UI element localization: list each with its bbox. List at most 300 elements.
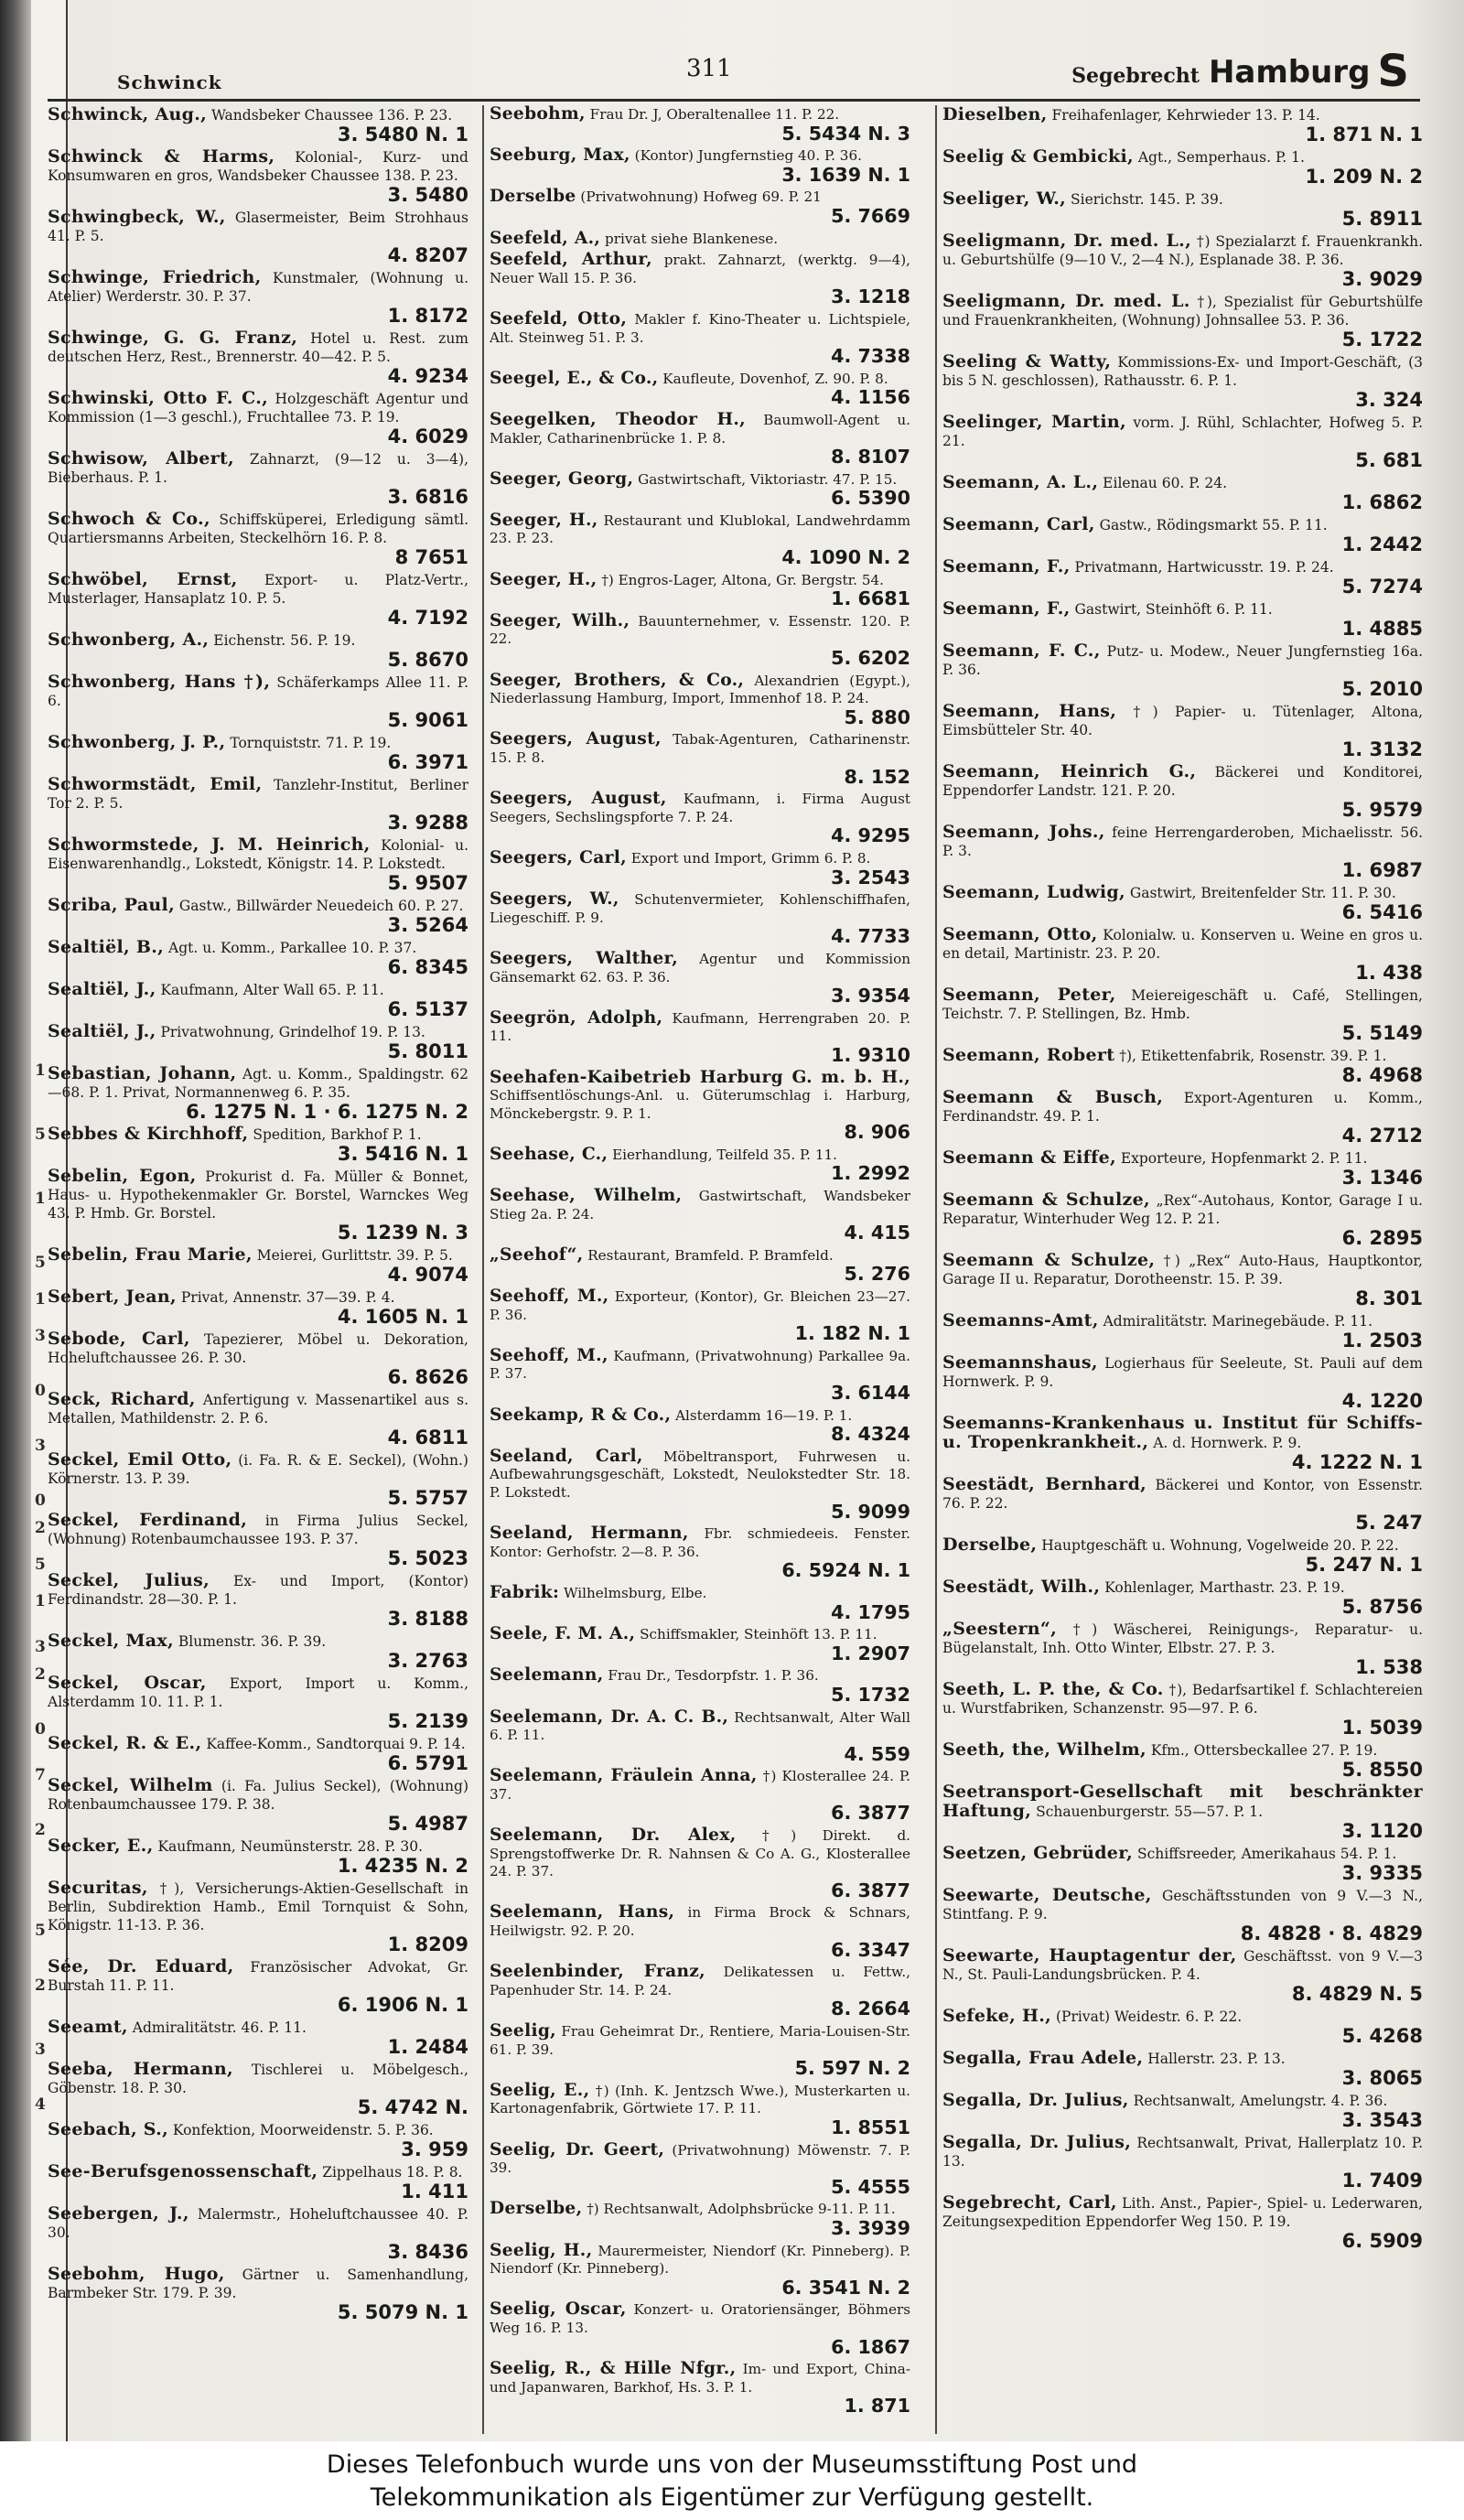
entry-name: Schwonberg, Hans †), xyxy=(48,672,271,692)
directory-entry xyxy=(48,105,468,147)
entry-name: Seefeld, A., xyxy=(490,227,601,248)
phone-number: 4. 7338 xyxy=(831,345,910,368)
entry-name: Seckel, Max, xyxy=(48,1631,174,1651)
entry-name: Seeland, Carl, xyxy=(490,1445,643,1466)
entry-name: Sealtiël, J., xyxy=(48,1021,156,1041)
entry-name: Seelemann, Fräulein Anna, xyxy=(490,1765,758,1786)
entry-name: Schwingbeck, W., xyxy=(48,207,226,227)
directory-entry xyxy=(490,846,910,890)
directory-column-1 xyxy=(48,105,468,2434)
header-city: Hamburg xyxy=(1208,54,1371,91)
phone-number: 1. 3132 xyxy=(1341,738,1423,760)
directory-entry xyxy=(490,307,910,370)
entry-name: Secker, E., xyxy=(48,1836,154,1856)
phone-number: 5. 9099 xyxy=(831,1500,910,1523)
directory-entry xyxy=(942,2133,1423,2193)
entry-name: Seelig, R., & Hille Nfgr., xyxy=(490,2358,737,2379)
margin-char: 3 xyxy=(35,1638,46,1656)
phone-number: 4. 1605 N. 1 xyxy=(337,1306,468,1328)
phone-number: 8. 152 xyxy=(844,765,910,788)
phone-number: 4. 1220 xyxy=(1341,1390,1423,1412)
entry-name: Seemann, Carl, xyxy=(942,514,1095,534)
phone-number: 6. 3971 xyxy=(387,751,468,773)
entry-name: Seemann, Hans, xyxy=(942,701,1117,721)
entry-text: Tabak-Agenturen, Catharinenstr. 15. P. 8. xyxy=(490,731,910,766)
phone-number: 6. 5909 xyxy=(1341,2230,1423,2252)
entry-text: Malermstr., Hoheluftchaussee 40. P. 30. xyxy=(48,2206,468,2241)
entry-name: Seewarte, Hauptagentur der, xyxy=(942,1945,1237,1965)
directory-entry xyxy=(48,2204,468,2265)
directory-entry xyxy=(48,389,468,449)
phone-number: 5. 8756 xyxy=(1341,1596,1423,1618)
phone-number: 4. 1222 N. 1 xyxy=(1291,1451,1423,1473)
phone-number: 5. 4268 xyxy=(1341,2025,1423,2047)
phone-number: 4. 559 xyxy=(844,1742,910,1765)
phone-number: 5. 5757 xyxy=(387,1487,468,1509)
entry-name: Seemann, Peter, xyxy=(942,985,1116,1005)
entry-text: prakt. Zahnarzt, (werktg. 9—4), Neuer Wall 15. P. 36. xyxy=(490,252,910,286)
entry-name: Seeland, Hermann, xyxy=(490,1523,689,1544)
entry-text: Holzgeschäft Agentur und Kommission (1—3 geschl.), Fruchtallee 73. P. 19. xyxy=(48,391,468,425)
entry-text: A. d. Hornwerk. P. 9. xyxy=(1153,1435,1302,1451)
entry-name: Seegel, E., & Co., xyxy=(490,367,659,388)
entry-name: Seestädt, Bernhard, xyxy=(942,1474,1147,1494)
entry-name: Seeger, H., xyxy=(490,509,598,530)
entry-name: Sebelin, Frau Marie, xyxy=(48,1244,253,1265)
entry-name: Schwinge, G. G. Franz, xyxy=(48,328,298,348)
entry-name: See-Berufsgenossenschaft, xyxy=(48,2161,318,2181)
entry-name: Seelig, Dr. Geert, xyxy=(490,2138,665,2159)
entry-name: Sebode, Carl, xyxy=(48,1329,190,1349)
entry-text: Agentur und Kommission Gänsemarkt 62. 63. P. 36. xyxy=(490,950,910,985)
phone-number: 1. 8551 xyxy=(831,2116,910,2138)
entry-text: Geschäftsst. von 9 V.—3 N., St. Pauli-Landungsbrücken. P. 4. xyxy=(942,1948,1423,1983)
margin-char: 3 xyxy=(35,1327,46,1345)
entry-text: Blumenstr. 36. P. 39. xyxy=(178,1633,327,1650)
directory-entry xyxy=(942,925,1423,985)
entry-name: Schwinge, Friedrich, xyxy=(48,267,262,287)
entry-text: Hallerstr. 23. P. 13. xyxy=(1147,2051,1286,2067)
entry-name: Seelemann, Dr. Alex, xyxy=(490,1825,737,1846)
margin-char: 0 xyxy=(35,1720,46,1739)
directory-entry xyxy=(942,762,1423,823)
phone-number: 8. 4828 · 8. 4829 xyxy=(1240,1922,1423,1944)
entry-text: Konfektion, Moorweidenstr. 5. P. 36. xyxy=(172,2122,434,2138)
directory-entry xyxy=(942,2091,1423,2133)
directory-entry xyxy=(942,1148,1423,1190)
directory-entry xyxy=(48,1245,468,1287)
directory-entry xyxy=(490,1344,910,1406)
entry-name: „Seehof“, xyxy=(490,1244,584,1265)
entry-name: Seemann, F. C., xyxy=(942,641,1101,661)
entry-text: Zippelhaus 18. P. 8. xyxy=(322,2164,463,2181)
phone-number: 4. 9234 xyxy=(387,365,468,387)
entry-text: Kaufmann, i. Firma August Seegers, Sechslingspforte 7. P. 24. xyxy=(490,791,910,825)
phone-number: 1. 538 xyxy=(1355,1656,1423,1678)
page-header xyxy=(92,46,1409,97)
directory-entry xyxy=(490,1625,910,1666)
entry-text: Logierhaus für Seeleute, St. Pauli auf dem Hornwerk. P. 9. xyxy=(942,1355,1423,1390)
directory-entry xyxy=(48,2265,468,2325)
entry-name: Seeamt, xyxy=(48,2017,128,2037)
directory-entry xyxy=(490,669,910,731)
phone-number: 5. 5434 N. 3 xyxy=(781,122,910,145)
entry-text: Kaufmann, Herrengraben 20. P. 11. xyxy=(490,1009,910,1045)
entry-text: Frau Dr., Tesdorpfstr. 1. P. 36. xyxy=(608,1667,819,1685)
entry-name: Seeger, H., xyxy=(490,568,597,589)
entry-text: in Firma Brock & Schnars, Heilwigstr. 92. P. 20. xyxy=(490,1904,910,1940)
directory-entry xyxy=(942,1535,1423,1578)
phone-number: 3. 9354 xyxy=(831,985,910,1007)
entry-name: Seckel, Ferdinand, xyxy=(48,1510,248,1530)
entry-name: Segalla, Frau Adele, xyxy=(942,2048,1144,2068)
directory-entry xyxy=(942,1190,1423,1251)
entry-text: feine Herrengarderoben, Michaelisstr. 56. P. 3. xyxy=(942,824,1423,859)
directory-entry xyxy=(490,1406,910,1448)
entry-name: Seemann & Busch, xyxy=(942,1087,1164,1107)
phone-number: 5. 8670 xyxy=(387,649,468,671)
phone-number: 6. 3541 N. 2 xyxy=(781,2276,910,2299)
directory-entry xyxy=(942,985,1423,1046)
phone-number: 5. 8911 xyxy=(1341,208,1423,230)
margin-char: 2 xyxy=(35,1976,46,1995)
directory-entry xyxy=(942,1886,1423,1946)
directory-entry xyxy=(490,2300,910,2360)
entry-text: Gastwirt, Steinhöft 6. P. 11. xyxy=(1074,601,1273,618)
entry-text: Bäckerei und Konditorei, Eppendorfer Landstr. 121. P. 20. xyxy=(942,764,1423,799)
directory-entry xyxy=(48,1390,468,1450)
entry-name: Seeligmann, Dr. med. L., xyxy=(942,231,1192,251)
directory-entry xyxy=(48,1957,468,2018)
entry-text: †), Spezialist für Geburtshülfe und Frauenkrankheiten, (Wohnung) Johnsallee 53. P. 36. xyxy=(942,294,1423,328)
phone-number: 5. 9579 xyxy=(1341,799,1423,821)
entry-text: Meiereigeschäft u. Café, Stellingen, Teichstr. 7. P. Stellingen, Bz. Hmb. xyxy=(942,987,1423,1022)
directory-entry xyxy=(48,2162,468,2204)
phone-number: 3. 2543 xyxy=(831,866,910,888)
phone-number: 3. 5264 xyxy=(387,914,468,936)
entry-text: Wilhelmsburg, Elbe. xyxy=(563,1584,707,1601)
footer-notice xyxy=(0,2441,1464,2520)
directory-entry xyxy=(942,2007,1423,2049)
entry-name: Schwinck, Aug., xyxy=(48,105,208,124)
entry-name: Schwisow, Albert, xyxy=(48,448,234,468)
phone-number: 8. 4324 xyxy=(831,1423,910,1446)
phone-number: 3. 3543 xyxy=(1341,2109,1423,2131)
phone-number: 5. 8011 xyxy=(387,1040,468,1062)
entry-name: Sefeke, H., xyxy=(942,2006,1052,2026)
entry-text: Schutenvermieter, Kohlenschiffhafen, Liegeschiff. P. 9. xyxy=(490,891,910,926)
entry-text: †) Rechtsanwalt, Adolphsbrücke 9-11. P. 11. xyxy=(587,2201,896,2218)
phone-number: 6. 1867 xyxy=(831,2335,910,2358)
phone-number: 3. 6816 xyxy=(387,486,468,508)
directory-entry xyxy=(48,1330,468,1390)
margin-char: 1 xyxy=(35,1592,46,1610)
entry-text: Gastw., Billwärder Neuedeich 60. P. 27. xyxy=(178,898,464,914)
phone-number: 6. 5390 xyxy=(831,487,910,510)
entry-name: Seelig, E., xyxy=(490,2079,590,2100)
entry-name: Seegers, W., xyxy=(490,888,619,910)
entry-name: Schwormstädt, Emil, xyxy=(48,774,263,794)
entry-name: Derselbe xyxy=(490,186,576,207)
entry-name: Seelig, xyxy=(490,2020,556,2041)
directory-entry xyxy=(490,1066,910,1146)
phone-number: 1. 438 xyxy=(1355,962,1423,984)
entry-text: Französischer Advokat, Gr. Burstah 11. P. 11. xyxy=(48,1959,468,1994)
entry-name: „Seestern“, xyxy=(942,1619,1058,1639)
directory-entry xyxy=(490,2200,910,2241)
directory-entry xyxy=(490,1143,910,1187)
entry-text: †), Etikettenfabrik, Rosenstr. 39. P. 1. xyxy=(1119,1048,1387,1064)
header-right xyxy=(1071,46,1409,97)
entry-text: Kaufmann, Alter Wall 65. P. 11. xyxy=(160,982,384,998)
entry-text: Privatmann, Hartwicusstr. 19. P. 24. xyxy=(1074,559,1334,576)
phone-number: 8. 301 xyxy=(1355,1287,1423,1309)
entry-name: Seele, F. M. A., xyxy=(490,1623,636,1644)
margin-char: 0 xyxy=(35,1492,46,1510)
column-divider xyxy=(482,105,484,2434)
entry-name: Schwonberg, J. P., xyxy=(48,732,226,752)
directory-entry xyxy=(490,1826,910,1903)
entry-text: Admiralitätstr. Marinegebäude. P. 11. xyxy=(1103,1313,1373,1330)
entry-text: Kaufmann, Neumünsterstr. 28. P. 30. xyxy=(157,1838,424,1855)
entry-text: Gastwirtschaft, Viktoriastr. 47. P. 15. xyxy=(638,470,898,488)
phone-number: 5. 4742 N. xyxy=(357,2096,468,2118)
directory-entry xyxy=(48,1450,468,1511)
directory-entry xyxy=(490,105,910,146)
phone-number: 1. 2992 xyxy=(831,1162,910,1185)
entry-name: Seemann, A. L., xyxy=(942,472,1099,492)
entry-name: Seelinger, Martin, xyxy=(942,412,1126,432)
phone-number: 3. 9335 xyxy=(1341,1862,1423,1884)
entry-name: Seetzen, Gebrüder, xyxy=(942,1843,1134,1863)
entry-text: †) Direkt. d. Sprengstoffwerke Dr. R. Nahnsen & Co A. G., Klosterallee 24. P. 37. xyxy=(490,1827,910,1880)
entry-text: Delikatessen u. Fettw., Papenhuder Str. 14. P. 24. xyxy=(490,1964,910,1998)
phone-number: 1. 209 N. 2 xyxy=(1305,166,1423,188)
entry-text: Frau Geheimrat Dr., Rentiere, Maria-Louisen-Str. 61. P. 39. xyxy=(490,2023,910,2058)
phone-number: 5. 4987 xyxy=(387,1813,468,1835)
phone-number: 6. 1275 N. 1 · 6. 1275 N. 2 xyxy=(186,1101,468,1123)
directory-entry xyxy=(942,2193,1423,2254)
entry-name: Seckel, Wilhelm xyxy=(48,1775,213,1795)
entry-text: Privatwohnung, Grindelhof 19. P. 13. xyxy=(160,1024,425,1040)
phone-number: 4. 1795 xyxy=(831,1600,910,1623)
directory-entry xyxy=(942,1680,1423,1740)
entry-text: Tapezierer, Möbel u. Dekoration, Hoheluftchaussee 26. P. 30. xyxy=(48,1331,468,1366)
entry-name: Seeliger, W., xyxy=(942,188,1067,209)
entry-name: Sebbes & Kirchhoff, xyxy=(48,1124,249,1144)
margin-char: 0 xyxy=(35,1382,46,1400)
entry-name: Seemann & Schulze, xyxy=(942,1250,1156,1270)
directory-entry xyxy=(942,1251,1423,1311)
phone-number: 6. 3347 xyxy=(831,1938,910,1961)
phone-number: 3. 1120 xyxy=(1341,1820,1423,1842)
entry-name: Scriba, Paul, xyxy=(48,895,175,915)
entry-name: Seegers, Walther, xyxy=(490,947,679,968)
entry-name: Seegers, August, xyxy=(490,728,662,749)
directory-entry xyxy=(48,1836,468,1879)
directory-entry xyxy=(48,980,468,1022)
entry-name: Sealtiël, B., xyxy=(48,937,165,957)
directory-entry xyxy=(490,1767,910,1826)
phone-number: 8. 8107 xyxy=(831,446,910,468)
directory-entry xyxy=(48,2060,468,2120)
phone-number: 5. 7274 xyxy=(1341,576,1423,598)
directory-entry xyxy=(942,1046,1423,1088)
phone-number: 1. 9310 xyxy=(831,1043,910,1066)
entry-text: Rechtsanwalt, Amelungstr. 4. P. 36. xyxy=(1133,2093,1388,2109)
phone-number: 6. 5416 xyxy=(1341,901,1423,923)
phone-number: 5. 5023 xyxy=(387,1547,468,1569)
entry-text: Agt. u. Komm., Spaldingstr. 62—68. P. 1. Privat, Normannenweg 6. P. 35. xyxy=(48,1066,468,1101)
phone-number: 4. 7733 xyxy=(831,925,910,948)
phone-number: 4. 1156 xyxy=(831,386,910,409)
entry-text: †), Versicherungs-Aktien-Gesellschaft in Berlin, Subdirektion Hamb., Emil Tornquist & Sohn, Königstr. 11-13. P. 36. xyxy=(48,1880,468,1933)
entry-name: Seemanns-Amt, xyxy=(942,1310,1099,1330)
directory-column-2 xyxy=(490,105,910,2434)
directory-entry xyxy=(48,147,468,208)
entry-name: Seetransport-Gesellschaft mit beschränkter Haftung, xyxy=(942,1782,1423,1821)
directory-entry xyxy=(48,673,468,733)
entry-name: Seegrön, Adolph, xyxy=(490,1007,663,1028)
entry-name: Seefeld, Otto, xyxy=(490,307,628,328)
directory-entry xyxy=(942,352,1423,413)
directory-entry xyxy=(942,1353,1423,1414)
phone-number: 1. 2484 xyxy=(387,2036,468,2058)
entry-text: Möbeltransport, Fuhrwesen u. Aufbewahrungsgeschäft, Lokstedt, Neulokstedter Str. 18. P. Lokstedt. xyxy=(490,1448,910,1501)
directory-entry xyxy=(490,2239,910,2301)
directory-entry xyxy=(942,599,1423,641)
phone-number: 4. 6811 xyxy=(387,1427,468,1448)
directory-entry xyxy=(942,189,1423,232)
entry-name: Seehase, Wilhelm, xyxy=(490,1185,683,1206)
phone-number: 6. 5791 xyxy=(387,1752,468,1774)
entry-name: Seewarte, Deutsche, xyxy=(942,1885,1152,1905)
phone-number: 6. 2895 xyxy=(1341,1227,1423,1249)
directory-entry xyxy=(490,1708,910,1768)
entry-name: Seeger, Georg, xyxy=(490,468,634,489)
entry-text: Putz- u. Modew., Neuer Jungfernstieg 16a. P. 36. xyxy=(942,643,1423,678)
entry-text: (Privatwohnung) Möwenstr. 7. P. 39. xyxy=(490,2141,910,2177)
footer-line-2: Telekommunikation als Eigentümer zur Verfügung gestellt. xyxy=(370,2483,1094,2512)
entry-name: Seekamp, R & Co., xyxy=(490,1404,672,1425)
phone-number: 1. 4235 N. 2 xyxy=(337,1855,468,1877)
entry-text: Kommissions-Ex- und Import-Geschäft, (3 bis 5 N. geschlossen), Rathausstr. 6. P. 1. xyxy=(942,354,1423,389)
entry-text: Rechtsanwalt, Alter Wall 6. P. 11. xyxy=(490,1708,910,1744)
entry-name: Seckel, Oscar, xyxy=(48,1673,207,1693)
phone-number: 3. 9029 xyxy=(1341,268,1423,290)
margin-char: 4 xyxy=(35,2095,46,2114)
entry-text: Sierichstr. 145. P. 39. xyxy=(1071,191,1223,208)
entry-text: Restaurant und Klublokal, Landwehrdamm 23. P. 23. xyxy=(490,512,910,547)
directory-entry xyxy=(942,1088,1423,1148)
entry-name: Sebastian, Johann, xyxy=(48,1063,237,1083)
entry-text: Im- und Export, China- und Japanwaren, Barkhof, Hs. 3. P. 1. xyxy=(490,2361,910,2396)
entry-text: (Kontor) Jungfernstieg 40. P. 36. xyxy=(634,147,862,165)
entry-text: Admiralitätstr. 46. P. 11. xyxy=(132,2019,307,2036)
entry-text: Schiffsküperei, Erledigung sämtl. Quartiersmanns Arbeiten, Steckelhörn 16. P. 8. xyxy=(48,512,468,546)
directory-entry xyxy=(490,947,910,1009)
directory-entry xyxy=(48,2018,468,2060)
directory-entry xyxy=(48,1674,468,1734)
entry-text: Export, Import u. Komm., Alsterdamm 10. 11. P. 1. xyxy=(48,1675,468,1710)
entry-name: Seck, Richard, xyxy=(48,1389,196,1409)
phone-number: 5. 5079 N. 1 xyxy=(337,2301,468,2323)
directory-entry xyxy=(942,1311,1423,1353)
phone-number: 4. 7192 xyxy=(387,607,468,629)
entry-text: Prokurist d. Fa. Müller & Bonnet, Haus- u. Hypothekenmakler Gr. Borstel, Warnckes Weg 43. P. Hmb. Gr. Borstel. xyxy=(48,1168,468,1222)
phone-number: 3. 8436 xyxy=(387,2241,468,2263)
directory-entry xyxy=(942,1578,1423,1620)
phone-number: 3. 8065 xyxy=(1341,2067,1423,2089)
entry-text: Schiffsreeder, Amerikahaus 54. P. 1. xyxy=(1136,1846,1397,1862)
margin-char: 1 xyxy=(35,1290,46,1308)
directory-entry xyxy=(490,2079,910,2141)
entry-name: Seegers, Carl, xyxy=(490,846,627,867)
entry-name: Seegers, August, xyxy=(490,788,667,809)
phone-number: 8. 906 xyxy=(844,1121,910,1144)
phone-number: 5. 1239 N. 3 xyxy=(337,1222,468,1244)
entry-text: Tischlerei u. Möbelgesch., Göbenstr. 18. P. 30. xyxy=(48,2062,468,2096)
entry-name: Seemann & Schulze, xyxy=(942,1190,1150,1210)
directory-entry xyxy=(48,1632,468,1674)
phone-number: 5. 9061 xyxy=(387,709,468,731)
entry-name: Seckel, Julius, xyxy=(48,1570,210,1590)
entry-text: Export und Import, Grimm 6. P. 8. xyxy=(630,849,871,867)
entry-name: Segalla, Dr. Julius, xyxy=(942,2132,1132,2152)
margin-char: 3 xyxy=(35,2041,46,2059)
entry-text: Alsterdamm 16—19. P. 1. xyxy=(675,1406,853,1424)
phone-number: 4. 2712 xyxy=(1341,1125,1423,1147)
entry-name: Seebohm, xyxy=(490,105,586,124)
entry-name: Seeger, Wilh., xyxy=(490,609,630,630)
directory-entry xyxy=(942,1620,1423,1680)
entry-text: Meierei, Gurlittstr. 39. P. 5. xyxy=(256,1247,453,1264)
phone-number: 8 7651 xyxy=(394,546,468,568)
directory-entry xyxy=(48,835,468,896)
entry-text: Kaufleute, Dovenhof, Z. 90. P. 8. xyxy=(662,370,888,387)
entry-text: Lith. Anst., Papier-, Spiel- u. Lederwaren, Zeitungsexpedition Eppendorfer Weg 150. P. 19. xyxy=(942,2195,1423,2230)
entry-name: Seeburg, Max, xyxy=(490,145,630,166)
entry-name: Derselbe, xyxy=(942,1535,1038,1555)
entry-name: Seemann, Johs., xyxy=(942,822,1105,842)
directory-entry xyxy=(48,449,468,510)
directory-entry xyxy=(942,292,1423,352)
directory-entry xyxy=(490,146,910,188)
entry-text: vorm. J. Rühl, Schlachter, Hofweg 5. P. 21. xyxy=(942,415,1423,449)
directory-entry xyxy=(490,568,910,612)
directory-entry xyxy=(48,1167,468,1245)
phone-number: 5. 681 xyxy=(1355,449,1423,471)
phone-number: 5. 247 N. 1 xyxy=(1305,1554,1423,1576)
entry-name: Seehoff, M., xyxy=(490,1286,609,1307)
entry-name: Seemann, Heinrich G., xyxy=(942,761,1197,781)
margin-char: 2 xyxy=(35,1665,46,1684)
entry-text: Alexandrien (Egypt.), Niederlassung Hamburg, Import, Immenhof 18. P. 24. xyxy=(490,672,910,707)
entry-text: Tanzlehr-Institut, Berliner Tor 2. P. 5. xyxy=(48,777,468,812)
phone-number: 6. 5137 xyxy=(387,998,468,1020)
margin-char: 1 xyxy=(35,1190,46,1208)
entry-text: †) Wäscherei, Reinigungs-, Reparatur- u. Bügelanstalt, Inh. Otto Winter, Elbstr. 27. P. 3. xyxy=(942,1621,1423,1656)
phone-number: 8. 4829 N. 5 xyxy=(1291,1983,1423,2005)
entry-name: Seeth, the, Wilhelm, xyxy=(942,1739,1146,1760)
phone-number: 1. 2907 xyxy=(831,1642,910,1664)
phone-number: 5. 6202 xyxy=(831,647,910,670)
entry-text: privat siehe Blankenese. xyxy=(605,230,779,247)
phone-number: 3. 6144 xyxy=(831,1382,910,1404)
entry-text: Gastw., Rödingsmarkt 55. P. 11. xyxy=(1099,517,1328,533)
directory-entry xyxy=(490,251,910,310)
entry-text: Export- u. Platz-Vertr., Musterlager, Hansaplatz 10. P. 5. xyxy=(48,572,468,607)
